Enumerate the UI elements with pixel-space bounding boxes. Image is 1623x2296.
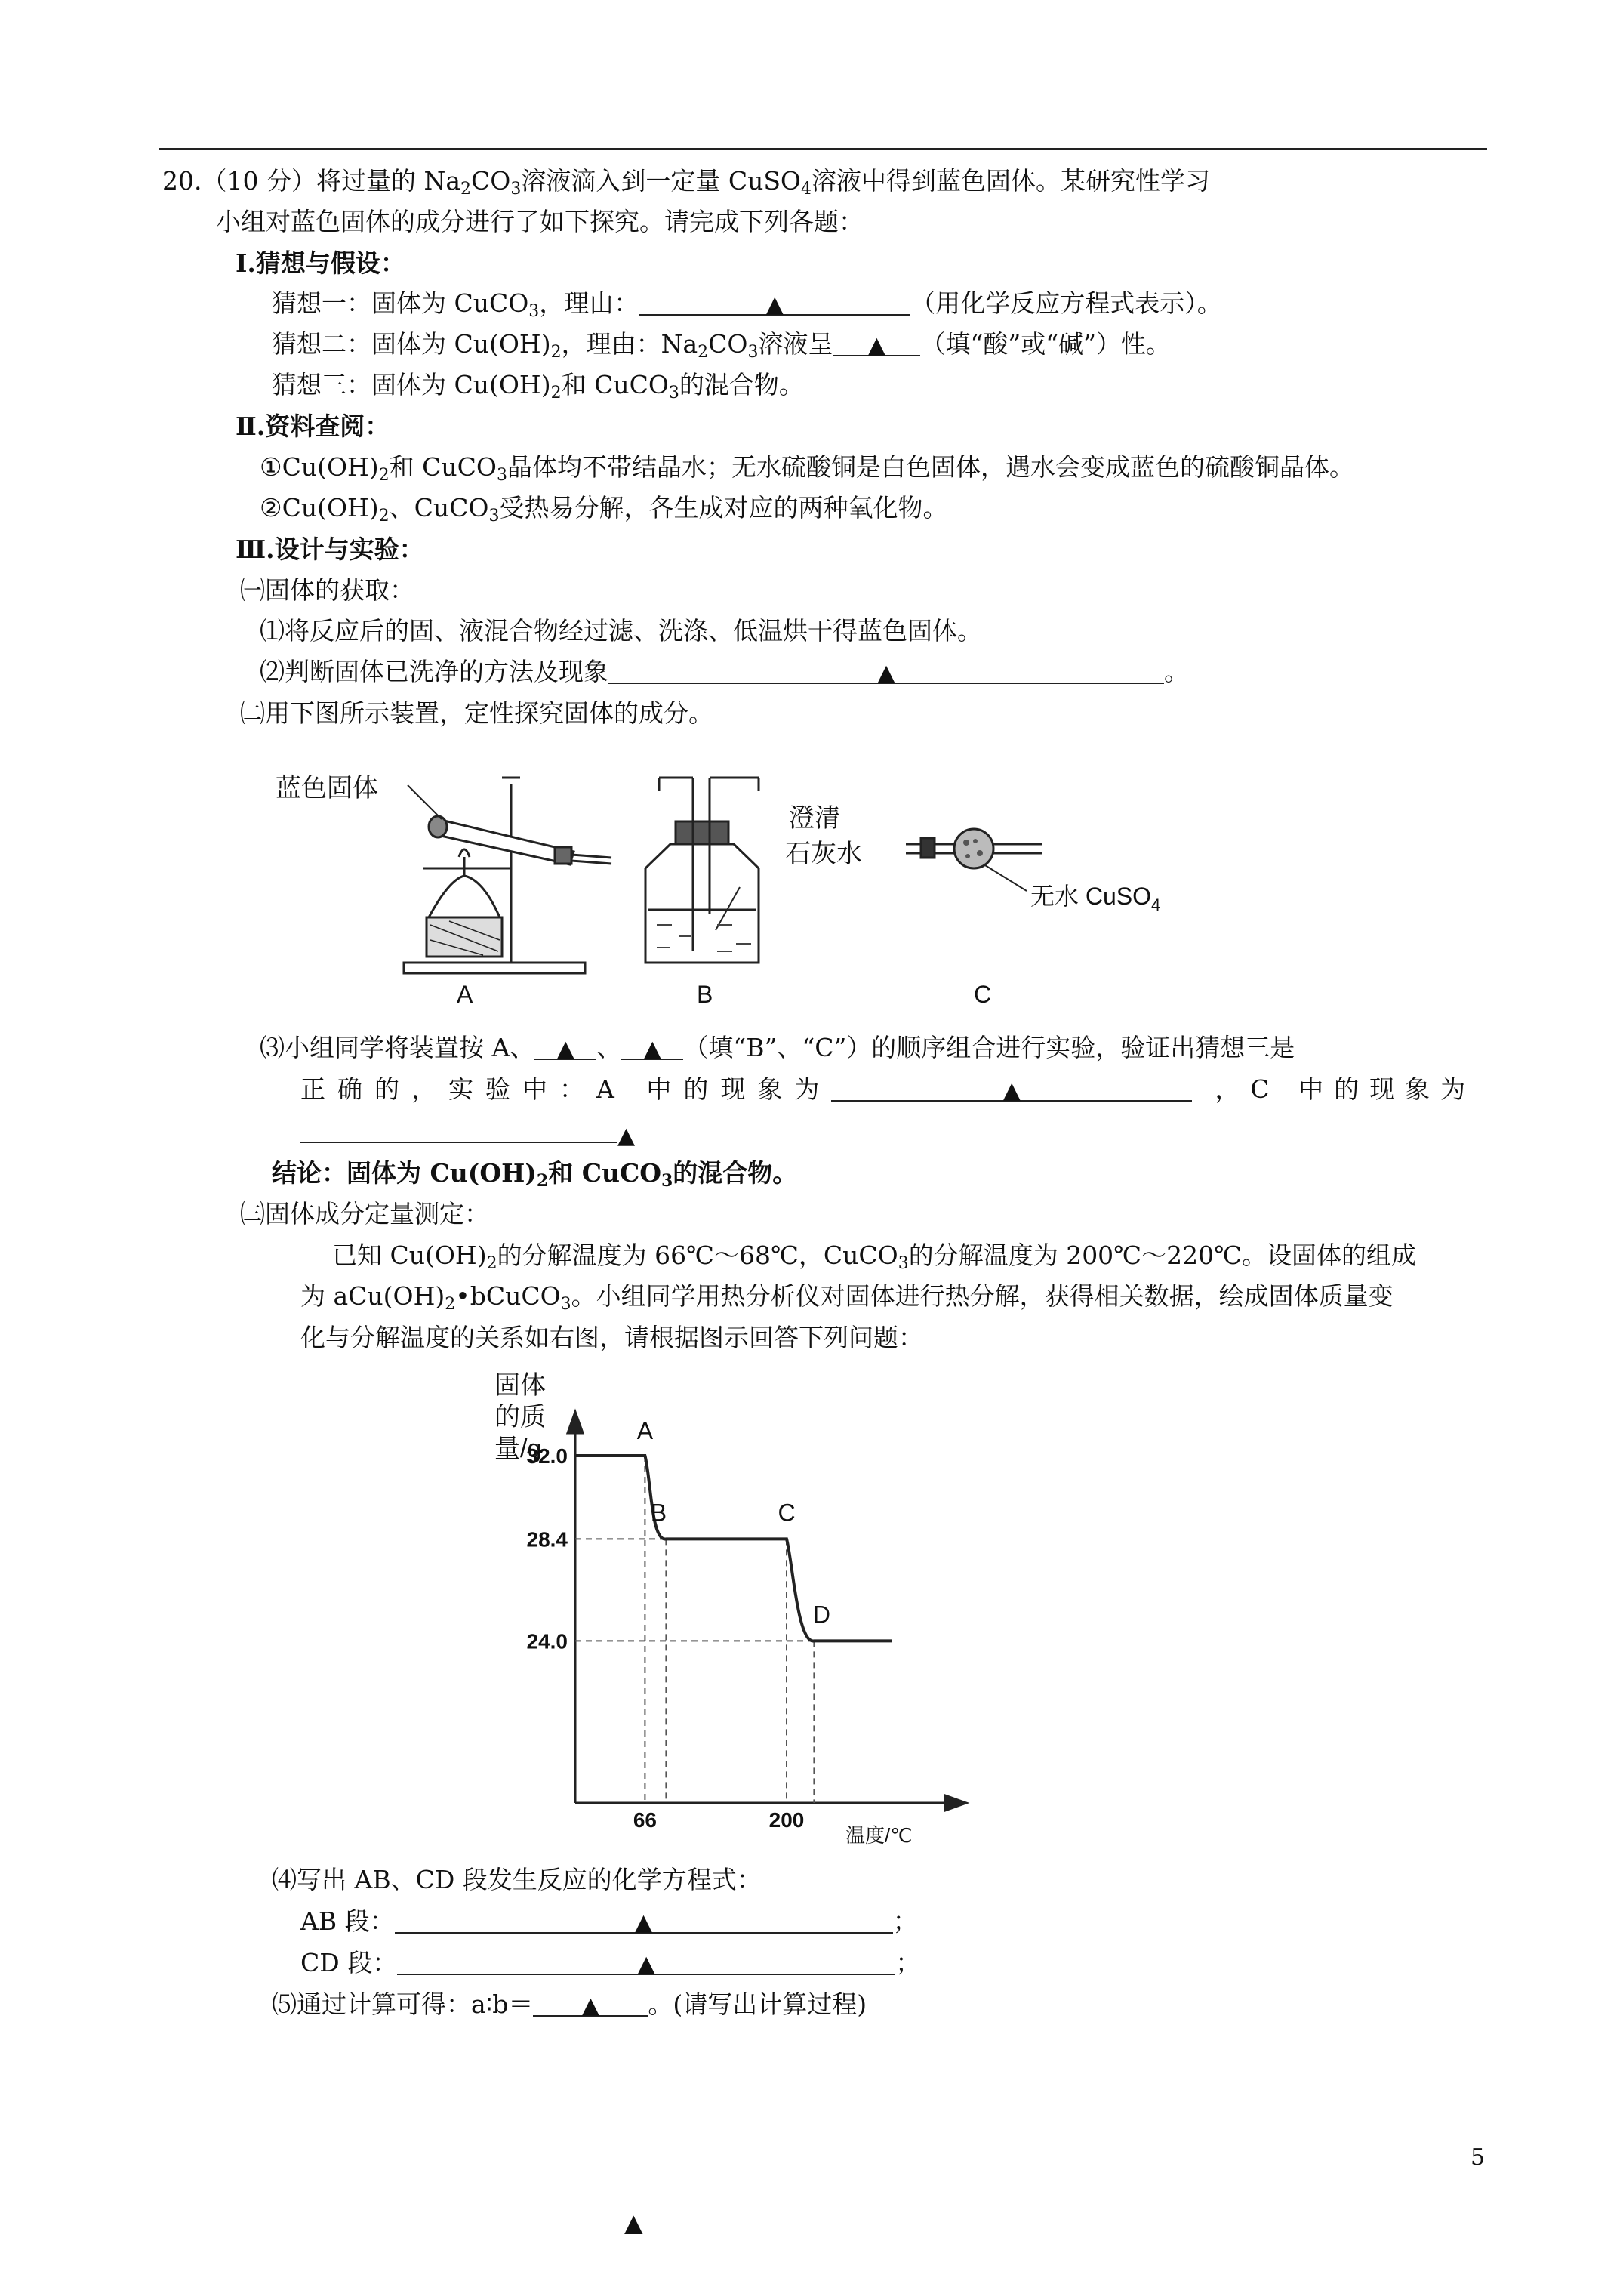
cd-equation-blank[interactable]: ▲	[397, 1946, 895, 1975]
step3-line3: ▲	[300, 1114, 635, 1153]
step3-blank-1[interactable]: ▲	[534, 1031, 596, 1060]
x-tick-label: 66	[633, 1808, 657, 1832]
part1-title: ㈠固体的获取：	[240, 575, 414, 605]
part3-title: ㈢固体成分定量测定：	[240, 1199, 489, 1228]
part2-title: ㈡用下图所示装置，定性探究固体的成分。	[240, 698, 713, 728]
ratio-blank[interactable]: ▲	[533, 1988, 648, 2017]
guess2: 猜想二：固体为 $Cu(OH)_2$，理由：$Na_2CO_3$溶液呈 ▲ （填“酸”或“碱”）性。	[272, 329, 1171, 362]
top-rule	[159, 148, 1487, 150]
footer-mark: ▲	[624, 2208, 643, 2237]
y-tick-label: 28.4	[526, 1527, 568, 1552]
y-tick-label: 32.0	[526, 1444, 568, 1468]
apparatus-c	[906, 829, 1042, 891]
ab-equation-blank[interactable]: ▲	[395, 1905, 893, 1934]
question-intro-line1: 20.（10 分）将过量的 $Na_2CO_3$溶液滴入到一定量 CuSO$_4$溶液中得到蓝色固体。某研究性学习	[162, 166, 1210, 199]
label-lime-1: 澄清	[789, 804, 840, 833]
y-tick-label: 24.0	[526, 1629, 568, 1653]
y-axis-label-line: 固体	[494, 1371, 546, 1400]
step1: ⑴将反应后的固、液混合物经过滤、洗涤、低温烘干得蓝色固体。	[260, 616, 982, 646]
point-label: A	[636, 1417, 654, 1444]
step3-a-phenomenon-blank[interactable]: ▲	[831, 1073, 1192, 1102]
guess1-blank[interactable]: ▲	[639, 287, 910, 316]
chart-axes	[568, 1412, 966, 1811]
step3-c-phenomenon-blank[interactable]	[300, 1114, 617, 1143]
conclusion: 结论：固体为 $Cu(OH)_2$和 CuCO$_3$的混合物。	[272, 1158, 798, 1191]
apparatus-figure	[257, 763, 1223, 1012]
info2: $②Cu(OH)_2$、CuCO$_3$受热易分解，各生成对应的两种氧化物。	[260, 493, 948, 525]
y-axis-label-line: 量/g	[494, 1435, 542, 1463]
page-number: 5	[1471, 2144, 1486, 2171]
label-a: A	[457, 981, 473, 1008]
step2: ⑵判断固体已洗净的方法及现象 ▲ 。	[260, 657, 1189, 686]
x-axis-label: 温度/℃	[845, 1824, 913, 1847]
label-lime-2: 石灰水	[785, 840, 862, 868]
quant-line3: 化与分解温度的关系如右图，请根据图示回答下列问题：	[300, 1323, 923, 1352]
section3-title: Ⅲ.设计与实验：	[236, 535, 424, 564]
label-b: B	[697, 981, 713, 1008]
step3-line1: ⑶小组同学将装置按 A、 ▲ 、 ▲ （填“B”、“C”）的顺序组合进行实验，验证出猜想三是	[260, 1033, 1295, 1062]
mass-temperature-chart	[453, 1367, 996, 1850]
y-axis-label-line: 的质	[494, 1403, 546, 1432]
quant-line2: 为 $aCu(OH)_2•bCuCO_3$。小组同学用热分析仪对固体进行热分解，获得相关数据，绘成固体质量变	[300, 1281, 1394, 1314]
cd-segment: CD 段： ▲ ；	[300, 1948, 921, 1977]
point-label: D	[812, 1601, 830, 1629]
y-axis-arrow	[568, 1412, 583, 1433]
step2-blank[interactable]: ▲	[608, 655, 1164, 684]
step4: ⑷写出 AB、CD 段发生反应的化学方程式：	[272, 1865, 762, 1894]
apparatus-a	[404, 778, 611, 973]
x-axis-arrow	[945, 1795, 966, 1811]
label-blue-solid: 蓝色固体	[276, 774, 378, 803]
point-label: B	[650, 1499, 667, 1527]
info1: $①Cu(OH)_2$和 CuCO$_3$晶体均不带结晶水；无水硫酸铜是白色固体，遇水会变成蓝色的硫酸铜晶体。	[260, 452, 1354, 485]
quant-line1: 已知 $Cu(OH)_2$的分解温度为 66℃～68℃，CuCO$_3$的分解温度为 200℃～220℃。设固体的组成	[332, 1240, 1416, 1273]
section1-title: Ⅰ.猜想与假设：	[236, 248, 405, 278]
guess1: 猜想一：固体为 CuCO$_3$，理由： ▲ （用化学反应方程式表示）。	[272, 288, 1222, 321]
point-label: C	[778, 1499, 796, 1527]
apparatus-b	[645, 778, 759, 963]
step3-blank-2[interactable]: ▲	[621, 1031, 683, 1060]
step5: ⑸通过计算可得：a∶b＝ ▲ 。(请写出计算过程)	[272, 1989, 867, 2019]
ab-segment: AB 段： ▲ ；	[300, 1906, 918, 1936]
x-tick-label: 200	[768, 1808, 805, 1832]
question-intro-line2: 小组对蓝色固体的成分进行了如下探究。请完成下列各题：	[216, 207, 864, 236]
section2-title: Ⅱ.资料查阅：	[236, 411, 390, 441]
label-c: C	[974, 981, 992, 1008]
guess3: 猜想三：固体为 $Cu(OH)_2$和 CuCO$_3$的混合物。	[272, 370, 804, 402]
label-cuso4: 无水 CuSO$_4$	[1030, 883, 1161, 914]
series-line	[575, 1456, 892, 1641]
step3-line2: 正确的，实验中：A 中的现象为 ▲ ，C 中的现象为	[300, 1074, 1477, 1104]
guess2-blank[interactable]: ▲	[833, 328, 920, 356]
